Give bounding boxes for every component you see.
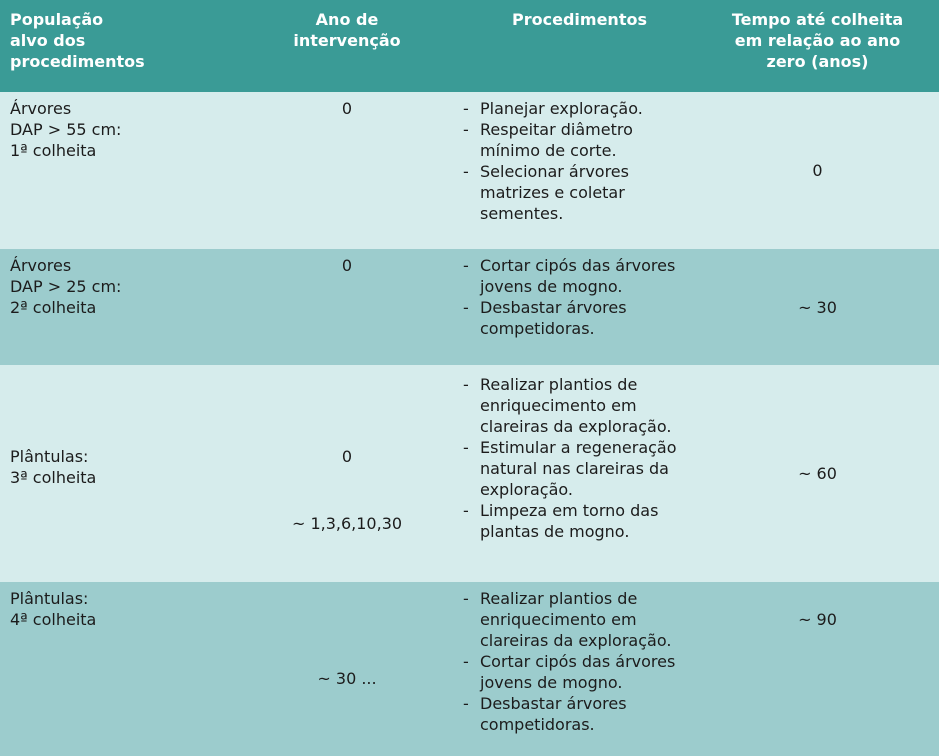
header-time <box>696 0 939 92</box>
year-value: ~ 30 ... <box>317 669 377 688</box>
time-value: ~ 90 <box>798 610 837 629</box>
procedure-item <box>463 374 696 437</box>
population-line: 1ª colheita <box>10 141 97 160</box>
header-text: Tempo até colheita <box>731 10 904 29</box>
procedure-line: jovens de mogno. <box>480 673 623 692</box>
procedure-line: competidoras. <box>480 319 595 338</box>
procedure-line: clareiras da exploração. <box>480 631 672 650</box>
dash: - <box>463 438 469 457</box>
procedure-line: Desbastar árvores <box>480 694 627 713</box>
dash: - <box>463 120 469 139</box>
row3-procedures <box>463 365 696 582</box>
population-line: Plântulas: <box>10 447 89 466</box>
dash: - <box>463 589 469 608</box>
procedure-item <box>463 297 696 339</box>
dash: - <box>463 162 469 181</box>
procedure-line: plantas de mogno. <box>480 522 630 541</box>
time-value: 0 <box>812 161 823 180</box>
row3-time <box>696 365 939 582</box>
procedure-line: sementes. <box>480 204 564 223</box>
row4-year <box>231 582 463 756</box>
procedure-line: Desbastar árvores <box>480 298 627 317</box>
procedure-item <box>463 693 696 735</box>
procedure-line: enriquecimento em <box>480 610 637 629</box>
dash: - <box>463 99 469 118</box>
population-line: 3ª colheita <box>10 468 97 487</box>
procedure-line: Respeitar diâmetro <box>480 120 633 139</box>
procedure-item <box>463 500 696 542</box>
procedure-line: clareiras da exploração. <box>480 417 672 436</box>
time-value: ~ 30 <box>798 297 837 317</box>
procedure-line: Cortar cipós das árvores <box>480 652 676 671</box>
year-value: 0 <box>341 447 353 466</box>
population-line: 2ª colheita <box>10 298 97 317</box>
population-line: DAP > 55 cm: <box>10 120 122 139</box>
dash: - <box>463 256 469 275</box>
population-line: Plântulas: <box>10 589 89 608</box>
time-value: ~ 60 <box>798 464 837 483</box>
procedure-line: Realizar plantios de <box>480 375 638 394</box>
header-population <box>0 0 231 92</box>
dash: - <box>463 694 469 713</box>
procedure-item <box>463 98 696 119</box>
procedure-item <box>463 161 696 224</box>
population-line: Árvores <box>10 99 72 118</box>
row2-year <box>231 249 463 365</box>
header-text: zero (anos) <box>766 52 869 71</box>
header-text: intervenção <box>293 31 401 50</box>
row4-time <box>696 582 939 756</box>
year-value: ~ 1,3,6,10,30 <box>291 514 403 533</box>
row2-population <box>0 249 231 365</box>
procedure-item <box>463 437 696 500</box>
procedure-line: mínimo de corte. <box>480 141 617 160</box>
procedure-item <box>463 255 696 297</box>
header-text: procedimentos <box>10 52 145 71</box>
procedure-line: natural nas clareiras da <box>480 459 669 478</box>
procedure-line: Cortar cipós das árvores <box>480 256 676 275</box>
year-value: 0 <box>341 256 353 275</box>
procedure-line: matrizes e coletar <box>480 183 625 202</box>
procedure-line: jovens de mogno. <box>480 277 623 296</box>
dash: - <box>463 652 469 671</box>
header-text: Procedimentos <box>512 10 647 29</box>
header-text: alvo dos <box>10 31 86 50</box>
population-line: 4ª colheita <box>10 610 97 629</box>
row2-time <box>696 249 939 365</box>
procedure-line: Realizar plantios de <box>480 589 638 608</box>
header-text: em relação ao ano <box>734 31 901 50</box>
header-year <box>231 0 463 92</box>
row4-population <box>0 582 231 756</box>
procedure-line: competidoras. <box>480 715 595 734</box>
year-value: 0 <box>341 99 353 118</box>
population-line: Árvores <box>10 256 72 275</box>
row1-population <box>0 92 231 249</box>
row3-year <box>231 365 463 582</box>
dash: - <box>463 501 469 520</box>
dash: - <box>463 298 469 317</box>
row4-procedures <box>463 582 696 756</box>
procedure-line: Estimular a regeneração <box>480 438 677 457</box>
header-text: Ano de <box>315 10 379 29</box>
row1-procedures <box>463 92 696 249</box>
procedure-line: Planejar exploração. <box>480 99 643 118</box>
procedure-line: exploração. <box>480 480 573 499</box>
header-procedures <box>463 0 696 92</box>
procedure-item <box>463 588 696 651</box>
dash: - <box>463 375 469 394</box>
procedure-item <box>463 651 696 693</box>
procedure-line: enriquecimento em <box>480 396 637 415</box>
row3-population <box>0 365 231 582</box>
procedure-line: Selecionar árvores <box>480 162 629 181</box>
procedure-line: Limpeza em torno das <box>480 501 659 520</box>
procedure-item <box>463 119 696 161</box>
row1-year <box>231 92 463 249</box>
row1-time <box>696 92 939 249</box>
population-line: DAP > 25 cm: <box>10 277 122 296</box>
header-text: População <box>10 10 104 29</box>
row2-procedures <box>463 249 696 365</box>
